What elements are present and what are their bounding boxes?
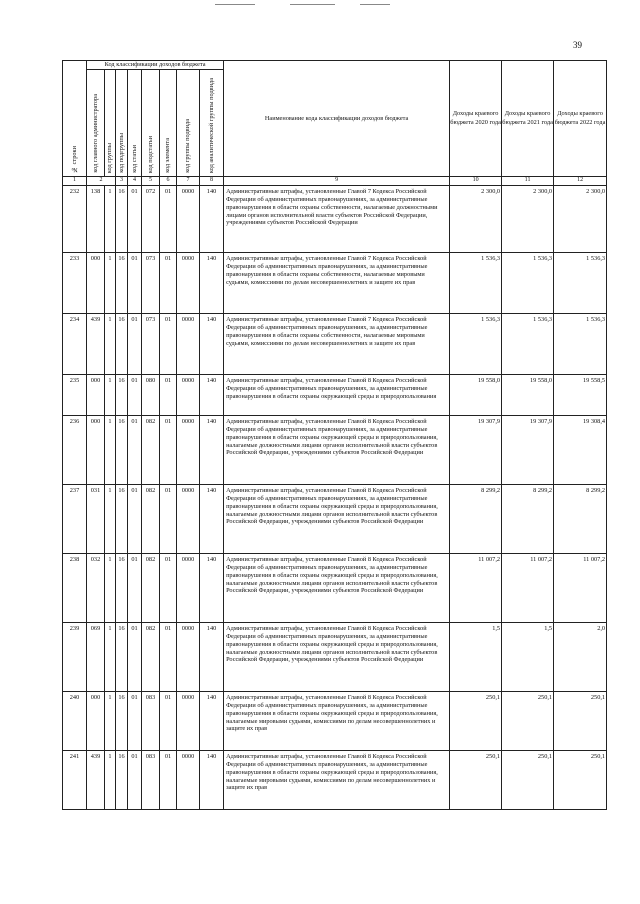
subtype-group-code: 0000	[177, 623, 200, 692]
article-code: 01	[128, 623, 142, 692]
admin-code: 138	[87, 186, 105, 253]
analytic-code: 140	[200, 751, 224, 810]
row-number: 232	[63, 186, 87, 253]
amount-2022: 11 007,2	[554, 554, 607, 623]
col-num: 2	[87, 177, 116, 186]
col-num: 12	[554, 177, 607, 186]
element-code: 01	[160, 375, 177, 416]
row-number: 240	[63, 692, 87, 751]
col-num: 5	[142, 177, 160, 186]
amount-2020: 1 536,3	[450, 314, 502, 375]
group-code: 1	[105, 623, 116, 692]
group-code: 1	[105, 485, 116, 554]
table-row	[63, 554, 607, 623]
page-number: 39	[573, 40, 582, 50]
header-group-code: код группы	[105, 70, 116, 177]
article-code: 01	[128, 554, 142, 623]
admin-code: 031	[87, 485, 105, 554]
subgroup-code: 16	[116, 375, 128, 416]
revenue-name: Административные штрафы, установленные Главой 8 Кодекса Российской Федерации об административных правонарушениях, за административные правонарушения в области охраны окружающей среды и природопользования, налагаемые должностными лицами органов исполнительной власти субъектов Российской Федерации, учреждениями субъектов Российской Федерации	[224, 485, 450, 554]
table-row	[63, 375, 607, 416]
subtype-group-code: 0000	[177, 751, 200, 810]
amount-2021: 1 536,3	[502, 253, 554, 314]
table-body	[63, 186, 607, 810]
revenue-name: Административные штрафы, установленные Главой 8 Кодекса Российской Федерации об административных правонарушениях, за административные правонарушения в области охраны окружающей среды и природопользования, налагаемые должностными лицами органов исполнительной власти субъектов Российской Федерации, учреждениями субъектов Российской Федерации	[224, 623, 450, 692]
header-subarticle-code: код подстатьи	[142, 70, 160, 177]
table-row	[63, 623, 607, 692]
admin-code: 032	[87, 554, 105, 623]
analytic-code: 140	[200, 554, 224, 623]
subgroup-code: 16	[116, 623, 128, 692]
col-num: 6	[160, 177, 177, 186]
group-code: 1	[105, 375, 116, 416]
admin-code: 439	[87, 314, 105, 375]
col-num: 11	[502, 177, 554, 186]
amount-2020: 19 307,9	[450, 416, 502, 485]
analytic-code: 140	[200, 623, 224, 692]
header-subtype-group-code: код группы подвида	[177, 70, 200, 177]
element-code: 01	[160, 186, 177, 253]
top-rule-2	[290, 4, 335, 5]
subarticle-code: 073	[142, 314, 160, 375]
header-analytic-code: код аналитической группы подвида	[200, 70, 224, 177]
analytic-code: 140	[200, 253, 224, 314]
subarticle-code: 082	[142, 623, 160, 692]
subtype-group-code: 0000	[177, 416, 200, 485]
subtype-group-code: 0000	[177, 485, 200, 554]
amount-2022: 1 536,3	[554, 253, 607, 314]
article-code: 01	[128, 375, 142, 416]
row-number: 239	[63, 623, 87, 692]
group-code: 1	[105, 314, 116, 375]
header-row-no: № строки	[63, 61, 87, 177]
amount-2022: 19 308,4	[554, 416, 607, 485]
admin-code: 000	[87, 416, 105, 485]
top-rule-1	[215, 4, 255, 5]
subarticle-code: 083	[142, 751, 160, 810]
amount-2021: 250,1	[502, 692, 554, 751]
amount-2021: 8 299,2	[502, 485, 554, 554]
amount-2020: 8 299,2	[450, 485, 502, 554]
analytic-code: 140	[200, 314, 224, 375]
row-number: 235	[63, 375, 87, 416]
table-header	[63, 61, 607, 186]
element-code: 01	[160, 314, 177, 375]
table-row	[63, 314, 607, 375]
col-num: 3	[116, 177, 128, 186]
subarticle-code: 073	[142, 253, 160, 314]
analytic-code: 140	[200, 375, 224, 416]
col-num: 9	[224, 177, 450, 186]
amount-2020: 250,1	[450, 692, 502, 751]
row-number: 237	[63, 485, 87, 554]
table-row	[63, 416, 607, 485]
group-code: 1	[105, 692, 116, 751]
revenue-name: Административные штрафы, установленные Главой 8 Кодекса Российской Федерации об административных правонарушениях, за административные правонарушения в области охраны окружающей среды и природопользования, налагаемые мировыми судьями, комиссиями по делам несовершеннолетних и защите их прав	[224, 751, 450, 810]
subarticle-code: 080	[142, 375, 160, 416]
row-number: 236	[63, 416, 87, 485]
col-num: 10	[450, 177, 502, 186]
subarticle-code: 082	[142, 554, 160, 623]
top-rule-3	[360, 4, 390, 5]
analytic-code: 140	[200, 692, 224, 751]
col-num: 7	[177, 177, 200, 186]
subgroup-code: 16	[116, 186, 128, 253]
revenue-name: Административные штрафы, установленные Главой 8 Кодекса Российской Федерации об административных правонарушениях, за административные правонарушения в области охраны окружающей среды и природопользования	[224, 375, 450, 416]
column-number-row	[63, 177, 607, 186]
header-2022: Доходы краевого бюджета 2022 года	[554, 61, 607, 177]
col-num: 4	[128, 177, 142, 186]
subarticle-code: 083	[142, 692, 160, 751]
amount-2021: 19 307,9	[502, 416, 554, 485]
subtype-group-code: 0000	[177, 186, 200, 253]
amount-2022: 250,1	[554, 692, 607, 751]
admin-code: 069	[87, 623, 105, 692]
subtype-group-code: 0000	[177, 554, 200, 623]
amount-2022: 2,0	[554, 623, 607, 692]
amount-2021: 2 300,0	[502, 186, 554, 253]
article-code: 01	[128, 253, 142, 314]
analytic-code: 140	[200, 186, 224, 253]
amount-2021: 1 536,3	[502, 314, 554, 375]
table-row	[63, 751, 607, 810]
table-row	[63, 692, 607, 751]
amount-2022: 250,1	[554, 751, 607, 810]
element-code: 01	[160, 416, 177, 485]
header-2021: Доходы краевого бюджета 2021 года	[502, 61, 554, 177]
row-number: 233	[63, 253, 87, 314]
amount-2021: 1,5	[502, 623, 554, 692]
header-article-code: код статьи	[128, 70, 142, 177]
amount-2020: 1 536,3	[450, 253, 502, 314]
amount-2022: 8 299,2	[554, 485, 607, 554]
admin-code: 000	[87, 375, 105, 416]
admin-code: 000	[87, 692, 105, 751]
revenue-table	[62, 60, 607, 810]
article-code: 01	[128, 485, 142, 554]
revenue-name: Административные штрафы, установленные Главой 7 Кодекса Российской Федерации об административных правонарушениях, за административные правонарушения в области охраны собственности, налагаемые должностными лицами органов исполнительной власти субъектов Российской Федерации, учреждениями субъектов Российской Федерации	[224, 186, 450, 253]
amount-2022: 2 300,0	[554, 186, 607, 253]
article-code: 01	[128, 751, 142, 810]
subtype-group-code: 0000	[177, 314, 200, 375]
subtype-group-code: 0000	[177, 375, 200, 416]
header-subgroup-code: код подгруппы	[116, 70, 128, 177]
subgroup-code: 16	[116, 692, 128, 751]
element-code: 01	[160, 751, 177, 810]
header-code-group: Код классификации доходов бюджета	[87, 61, 224, 70]
subgroup-code: 16	[116, 416, 128, 485]
element-code: 01	[160, 554, 177, 623]
revenue-name: Административные штрафы, установленные Главой 8 Кодекса Российской Федерации об административных правонарушениях, за административные правонарушения в области охраны окружающей среды и природопользования, налагаемые мировыми судьями, комиссиями по делам несовершеннолетних и защите их прав	[224, 692, 450, 751]
article-code: 01	[128, 186, 142, 253]
revenue-name: Административные штрафы, установленные Главой 7 Кодекса Российской Федерации об административных правонарушениях, за административные правонарушения в области охраны собственности, налагаемые мировыми судьями, комиссиями по делам несовершеннолетних и защите их прав	[224, 314, 450, 375]
element-code: 01	[160, 485, 177, 554]
amount-2021: 19 558,0	[502, 375, 554, 416]
header-name: Наименование кода классификации доходов бюджета	[224, 61, 450, 177]
analytic-code: 140	[200, 485, 224, 554]
subarticle-code: 072	[142, 186, 160, 253]
group-code: 1	[105, 416, 116, 485]
subtype-group-code: 0000	[177, 253, 200, 314]
amount-2020: 250,1	[450, 751, 502, 810]
col-num: 8	[200, 177, 224, 186]
subgroup-code: 16	[116, 314, 128, 375]
subtype-group-code: 0000	[177, 692, 200, 751]
revenue-name: Административные штрафы, установленные Главой 7 Кодекса Российской Федерации об административных правонарушениях, за административные правонарушения в области охраны собственности, налагаемые мировыми судьями, комиссиями по делам несовершеннолетних и защите их прав	[224, 253, 450, 314]
subgroup-code: 16	[116, 253, 128, 314]
header-element-code: код элемента	[160, 70, 177, 177]
amount-2022: 19 558,5	[554, 375, 607, 416]
row-number: 238	[63, 554, 87, 623]
subarticle-code: 082	[142, 485, 160, 554]
row-number: 234	[63, 314, 87, 375]
col-num: 1	[63, 177, 87, 186]
table-row	[63, 186, 607, 253]
subarticle-code: 082	[142, 416, 160, 485]
group-code: 1	[105, 554, 116, 623]
revenue-name: Административные штрафы, установленные Главой 8 Кодекса Российской Федерации об административных правонарушениях, за административные правонарушения в области охраны окружающей среды и природопользования, налагаемые должностными лицами органов исполнительной власти субъектов Российской Федерации, учреждениями субъектов Российской Федерации	[224, 554, 450, 623]
group-code: 1	[105, 751, 116, 810]
table-row	[63, 253, 607, 314]
article-code: 01	[128, 692, 142, 751]
admin-code: 000	[87, 253, 105, 314]
element-code: 01	[160, 623, 177, 692]
amount-2021: 250,1	[502, 751, 554, 810]
element-code: 01	[160, 253, 177, 314]
header-admin-code: код главного администратора	[87, 70, 105, 177]
header-2020: Доходы краевого бюджета 2020 года	[450, 61, 502, 177]
row-number: 241	[63, 751, 87, 810]
element-code: 01	[160, 692, 177, 751]
subgroup-code: 16	[116, 751, 128, 810]
group-code: 1	[105, 186, 116, 253]
amount-2020: 1,5	[450, 623, 502, 692]
amount-2020: 19 558,0	[450, 375, 502, 416]
article-code: 01	[128, 416, 142, 485]
amount-2021: 11 007,2	[502, 554, 554, 623]
amount-2020: 2 300,0	[450, 186, 502, 253]
amount-2022: 1 536,3	[554, 314, 607, 375]
table-row	[63, 485, 607, 554]
analytic-code: 140	[200, 416, 224, 485]
article-code: 01	[128, 314, 142, 375]
revenue-name: Административные штрафы, установленные Главой 8 Кодекса Российской Федерации об административных правонарушениях, за административные правонарушения в области охраны окружающей среды и природопользования, налагаемые должностными лицами органов исполнительной власти субъектов Российской Федерации, учреждениями субъектов Российской Федерации	[224, 416, 450, 485]
admin-code: 439	[87, 751, 105, 810]
amount-2020: 11 007,2	[450, 554, 502, 623]
group-code: 1	[105, 253, 116, 314]
subgroup-code: 16	[116, 485, 128, 554]
subgroup-code: 16	[116, 554, 128, 623]
